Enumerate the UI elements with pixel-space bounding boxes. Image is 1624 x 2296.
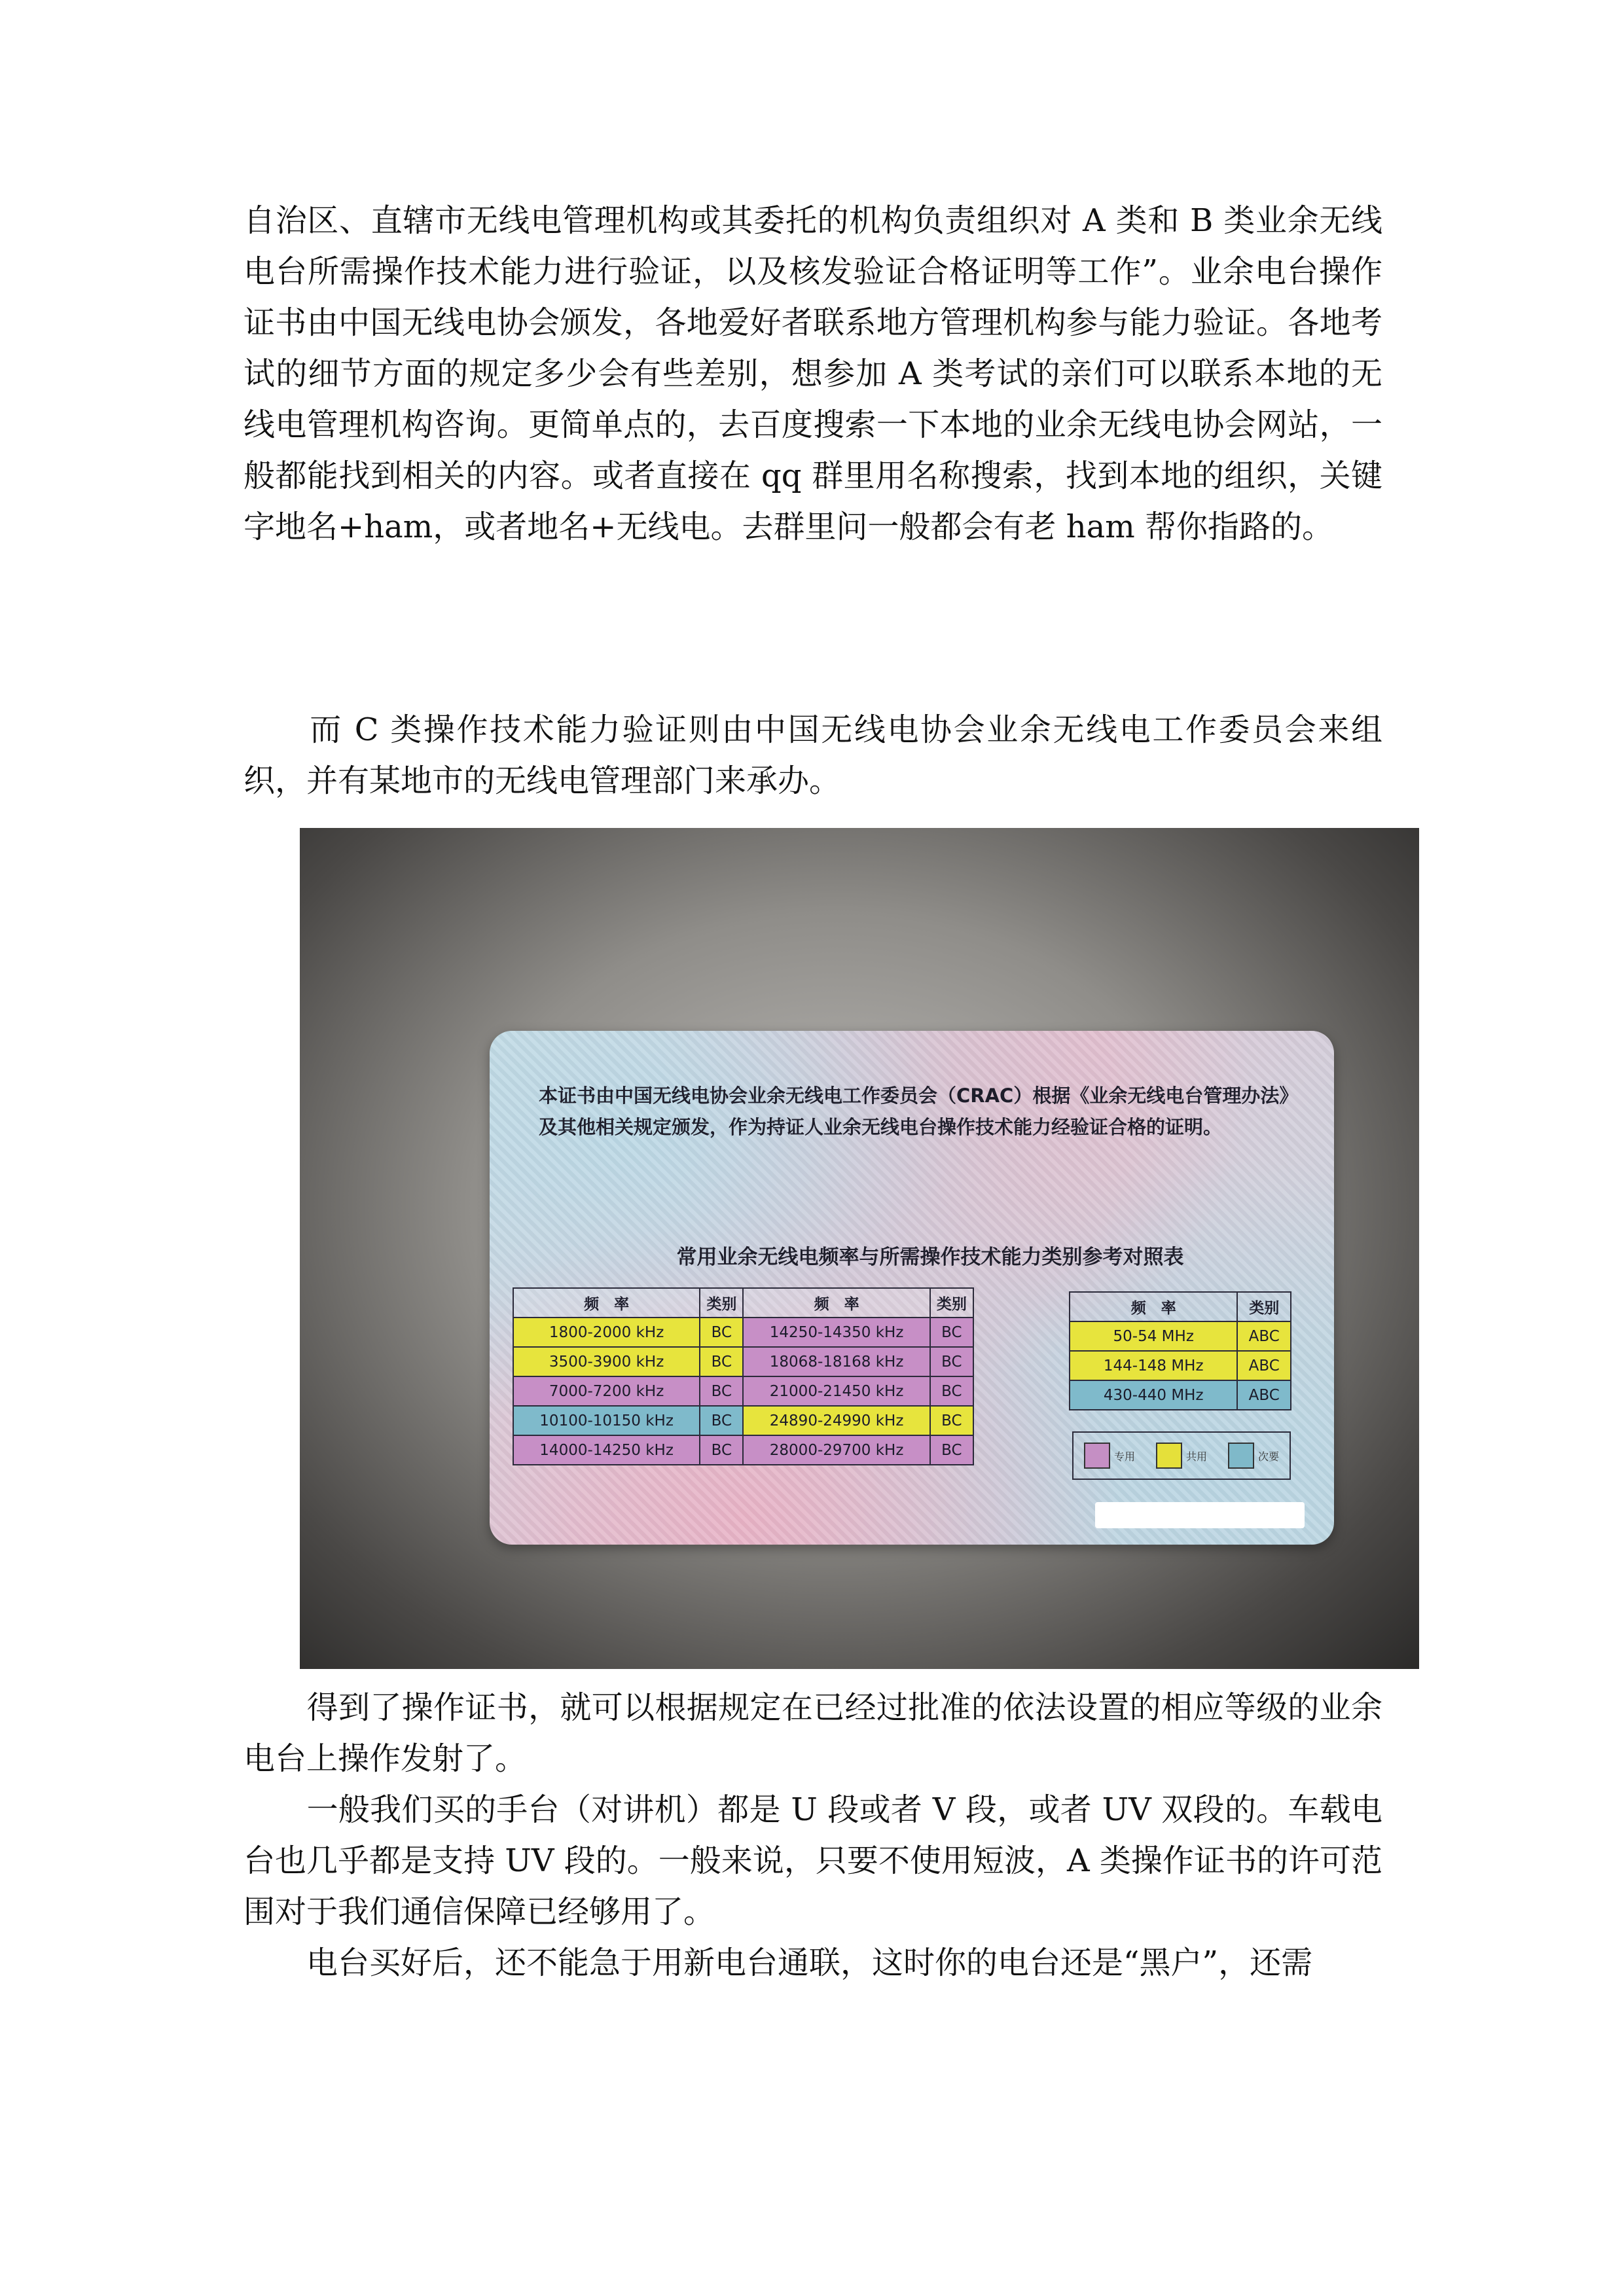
redacted-area: [1095, 1502, 1305, 1528]
header-freq: 频 率: [743, 1288, 929, 1318]
paragraph-1: 自治区、直辖市无线电管理机构或其委托的机构负责组织对 A 类和 B 类业余无线电台所需操作技术能力进行验证，以及核发验证合格证明等工作”。业余电台操作证书由中国无线电协会颁发，各地爱好者联系地方管理机构参与能力验证。各地考试的细节方面的规定多少会有些差别，想参加 A 类考试的亲们可以联系本地的无线电管理机构咨询。更简单点的，去百度搜索一下本地的业余无线电协会网站，一般都能找到相关的内容。或者直接在 qq 群里用名称搜索，找到本地的组织，关键字地名+ham，或者地名+无线电。去群里问一般都会有老 ham 帮你指路的。: [244, 202, 1382, 545]
freq-cell: 14000-14250 kHz: [513, 1435, 700, 1465]
class-cell: BC: [700, 1347, 743, 1376]
color-legend: [1072, 1431, 1291, 1480]
class-cell: ABC: [1237, 1351, 1291, 1380]
class-cell: BC: [930, 1347, 973, 1376]
paragraph-2: 而 C 类操作技术能力验证则由中国无线电协会业余无线电工作委员会来组织，并有某地市的无线电管理部门来承办。: [244, 711, 1382, 799]
class-cell: BC: [930, 1376, 973, 1406]
paragraph-5: 电台买好后，还不能急于用新电台通联，这时你的电台还是“黑户”，还需: [244, 1945, 1313, 1981]
paragraph-4: 一般我们买的手台（对讲机）都是 U 段或者 V 段，或者 UV 双段的。车载电台也几乎都是支持 UV 段的。一般来说，只要不使用短波，A 类操作证书的许可范围对于我们通信保障已经够用了。: [244, 1791, 1382, 1930]
table-row: [1070, 1351, 1291, 1380]
frequency-table-title: 常用业余无线电频率与所需操作技术能力类别参考对照表: [676, 1246, 1184, 1269]
class-cell: BC: [930, 1435, 973, 1465]
table-header-row: [513, 1288, 973, 1318]
freq-cell: 21000-21450 kHz: [743, 1376, 929, 1406]
freq-cell: 10100-10150 kHz: [513, 1406, 700, 1435]
freq-cell: 28000-29700 kHz: [743, 1435, 929, 1465]
frequency-table-right: [1069, 1291, 1291, 1410]
certificate-statement: 本证书由中国无线电协会业余无线电工作委员会（CRAC）根据《业余无线电台管理办法》及其他相关规定颁发，作为持证人业余无线电台操作技术能力经验证合格的证明。: [539, 1085, 1289, 1138]
class-cell: BC: [930, 1406, 973, 1435]
freq-cell: 430-440 MHz: [1070, 1380, 1237, 1410]
legend-swatch: [1228, 1443, 1254, 1469]
header-freq: 频 率: [1070, 1292, 1237, 1321]
freq-cell: 1800-2000 kHz: [513, 1318, 700, 1347]
legend-label: 共用: [1185, 1450, 1207, 1463]
freq-cell: 3500-3900 kHz: [513, 1347, 700, 1376]
legend-label: 专用: [1113, 1450, 1135, 1463]
legend-item-exclusive: [1084, 1443, 1135, 1469]
table-row: [513, 1376, 973, 1406]
legend-swatch: [1156, 1443, 1182, 1469]
freq-cell: 7000-7200 kHz: [513, 1376, 700, 1406]
table-row: [513, 1435, 973, 1465]
class-cell: BC: [930, 1318, 973, 1347]
class-cell: BC: [700, 1406, 743, 1435]
freq-cell: 24890-24990 kHz: [743, 1406, 929, 1435]
class-cell: ABC: [1237, 1380, 1291, 1410]
class-cell: BC: [700, 1376, 743, 1406]
table-row: [513, 1406, 973, 1435]
table-row: [513, 1318, 973, 1347]
table-row: [513, 1347, 973, 1376]
header-class: 类别: [1237, 1292, 1291, 1321]
legend-swatch: [1084, 1443, 1110, 1469]
header-freq: 频 率: [513, 1288, 700, 1318]
paragraph-3: 得到了操作证书，就可以根据规定在已经过批准的依法设置的相应等级的业余电台上操作发射了。: [244, 1689, 1382, 1777]
freq-cell: 50-54 MHz: [1070, 1321, 1237, 1351]
frequency-table-left: [513, 1287, 974, 1465]
table-row: [1070, 1380, 1291, 1410]
class-cell: ABC: [1237, 1321, 1291, 1351]
freq-cell: 14250-14350 kHz: [743, 1318, 929, 1347]
legend-item-secondary: [1228, 1443, 1279, 1469]
legend-label: 次要: [1257, 1450, 1279, 1463]
table-row: [1070, 1321, 1291, 1351]
table-header-row: [1070, 1292, 1291, 1321]
class-cell: BC: [700, 1318, 743, 1347]
freq-cell: 144-148 MHz: [1070, 1351, 1237, 1380]
header-class: 类别: [700, 1288, 743, 1318]
freq-cell: 18068-18168 kHz: [743, 1347, 929, 1376]
header-class: 类别: [930, 1288, 973, 1318]
class-cell: BC: [700, 1435, 743, 1465]
certificate-card: [490, 1031, 1334, 1545]
certificate-photo: [300, 828, 1419, 1669]
legend-item-shared: [1156, 1443, 1207, 1469]
